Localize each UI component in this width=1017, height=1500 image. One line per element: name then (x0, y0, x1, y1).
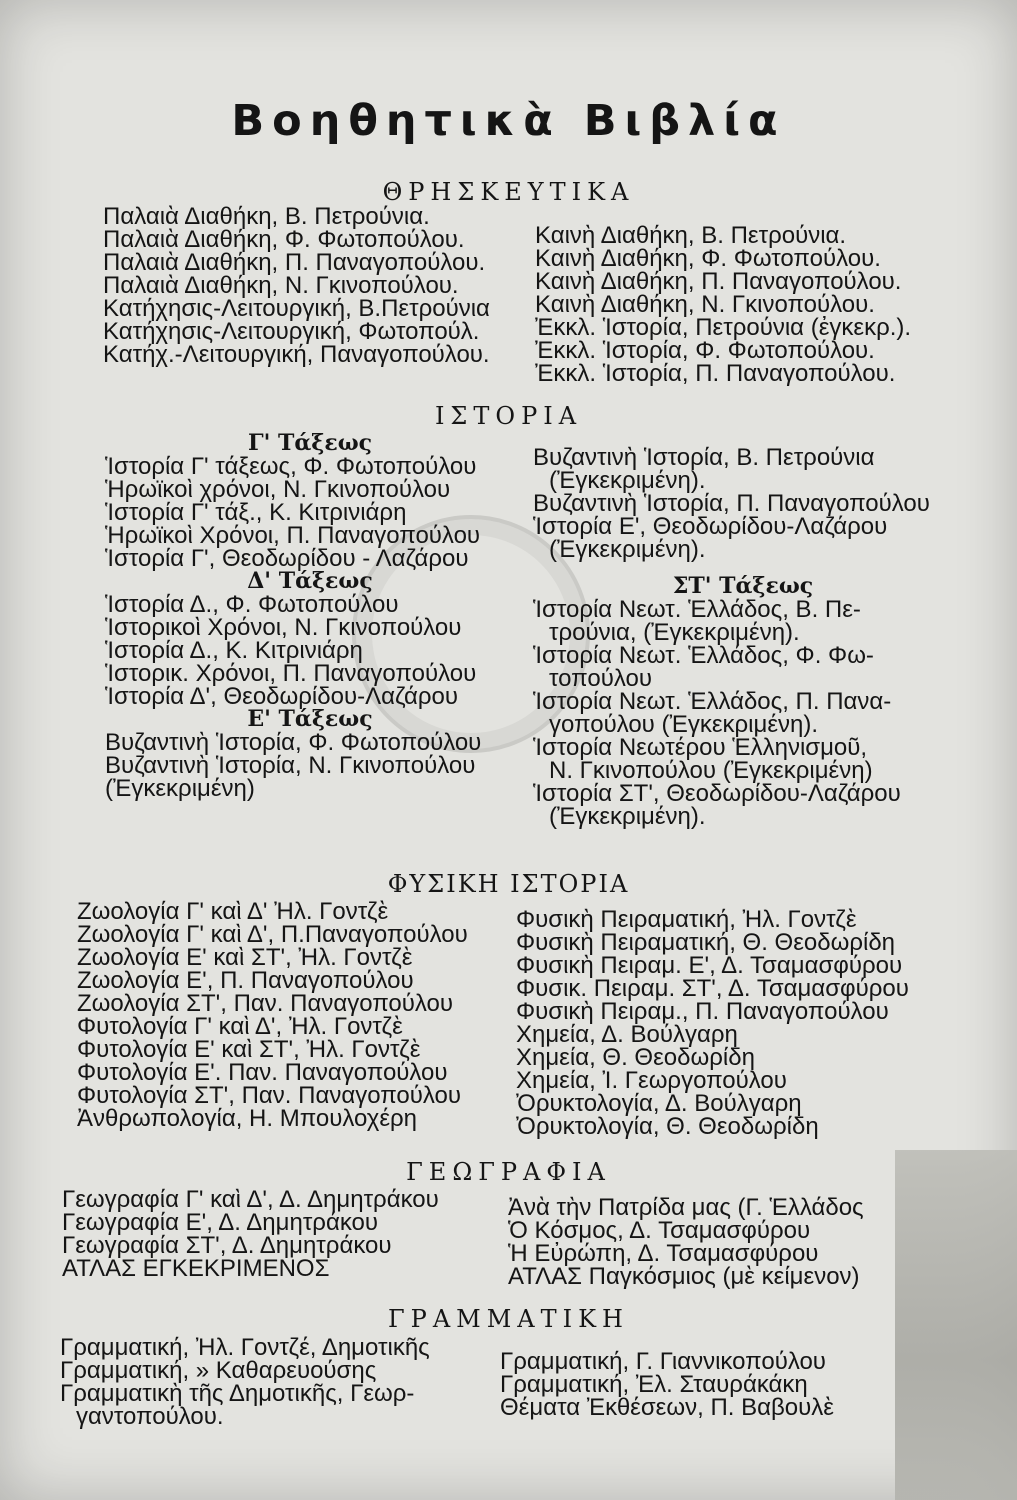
list-item: Βυζαντινὴ Ἱστορία, Φ. Φωτοπούλου (105, 729, 482, 756)
list-item: Ὀρυκτολογία, Θ. Θεοδωρίδη (516, 1113, 819, 1140)
list-item: Θέματα Ἐκθέσεων, Π. Βαβουλὲ (500, 1394, 834, 1421)
list-item: Ἀνὰ τὴν Πατρίδα μας (Γ. Ἑλλάδος (508, 1194, 864, 1221)
section-heading-history: ΙΣΤΟΡΙΑ (434, 402, 583, 430)
list-item: Ἡρωϊκοὶ χρόνοι, Ν. Γκινοπούλου (105, 476, 451, 503)
list-item: (Ἐγκεκριμένη). (549, 536, 706, 563)
list-item: Παλαιὰ Διαθήκη, Β. Πετρούνια. (103, 203, 430, 230)
list-item: Ἱστορία Νεωτέρου Ἑλληνισμοῦ, (533, 734, 868, 761)
subheading-grade-e: Ε' Τάξεως (247, 706, 373, 732)
natural-history-right-column (516, 908, 909, 1138)
list-item: Ζωολογία ΣΤ', Παν. Παναγοπούλου (77, 990, 453, 1017)
geography-right-column (508, 1196, 864, 1288)
list-item: Ἱστορικ. Χρόνοι, Π. Παναγοπούλου (105, 660, 477, 687)
list-item: Χημεία, Ἰ. Γεωργοπούλου (516, 1067, 787, 1094)
list-item: Καινὴ Διαθήκη, Π. Παναγοπούλου. (535, 268, 902, 295)
list-item: Ζωολογία Γ' καὶ Δ', Π.Παναγοπούλου (77, 921, 468, 948)
list-item: Ἐκκλ. Ἱστορία, Φ. Φωτοπούλου. (535, 337, 875, 364)
list-item: Βυζαντινὴ Ἱστορία, Π. Παναγοπούλου (533, 490, 930, 517)
list-item: Κατήχ.-Λειτουργική, Παναγοπούλου. (103, 341, 490, 368)
list-item: Ἱστορία Γ' τάξ., Κ. Κιτρινιάρη (105, 499, 407, 526)
list-item: Γεωγραφία Ε', Δ. Δημητράκου (62, 1209, 379, 1236)
list-item: Ἱστορία Ε', Θεοδωρίδου-Λαζάρου (533, 513, 888, 540)
list-item: Ἡ Εὐρώπη, Δ. Τσαμασφύρου (508, 1240, 819, 1267)
list-item: Ζωολογία Ε' καὶ ΣΤ', Ἠλ. Γοντζὲ (77, 944, 413, 971)
list-item: ΑΤΛΑΣ ΕΓΚΕΚΡΙΜΕΝΟΣ (62, 1255, 330, 1282)
list-item: Ἱστορία ΣΤ', Θεοδωρίδου-Λαζάρου (533, 780, 901, 807)
list-item: τοπούλου (549, 665, 652, 692)
section-heading-geography: ΓΕΩΓΡΑΦΙΑ (406, 1158, 611, 1186)
list-item: Φυσικὴ Πειραμ. Ε', Δ. Τσαμασφύρου (516, 952, 903, 979)
list-item: Ἱστορία Γ', Θεοδωρίδου - Λαζάρου (105, 545, 469, 572)
list-item: Γραμματική, Ἐλ. Σταυράκάκη (500, 1371, 808, 1398)
list-item: Ἱστορία Νεωτ. Ἑλλάδος, Β. Πε- (533, 596, 861, 623)
list-item: Παλαιὰ Διαθήκη, Ν. Γκινοπούλου. (103, 272, 459, 299)
list-item: Ἱστορία Γ' τάξεως, Φ. Φωτοπούλου (105, 453, 477, 480)
history-left-column (105, 432, 515, 800)
section-heading-religious: ΘΡΗΣΚΕΥΤΙΚΑ (382, 178, 635, 206)
subheading-grade-f: ΣΤ' Τάξεως (672, 573, 814, 599)
subheading-grade-d: Δ' Τάξεως (247, 568, 373, 594)
list-item: Ὁ Κόσμος, Δ. Τσαμασφύρου (508, 1217, 811, 1244)
list-item: Ἀνθρωπολογία, Η. Μπουλοχέρη (77, 1105, 418, 1132)
list-item: Φυσικ. Πειραμ. ΣΤ', Δ. Τσαμασφύρου (516, 975, 909, 1002)
list-item: τρούνια, (Ἐγκεκριμένη). (549, 619, 800, 646)
geography-left-column (62, 1188, 439, 1280)
list-item: γοπούλου (Ἐγκεκριμένη). (549, 711, 819, 738)
list-item: Ἱστορία Δ', Θεοδωρίδου-Λαζάρου (105, 683, 458, 710)
list-item: Ν. Γκινοπούλου (Ἐγκεκριμένη) (549, 757, 873, 784)
list-item: Καινὴ Διαθήκη, Φ. Φωτοπούλου. (535, 245, 881, 272)
list-item: Γραμματική, Ἠλ. Γοντζέ, Δημοτικῆς (60, 1334, 430, 1361)
grammar-left-column (60, 1336, 430, 1428)
section-heading-grammar: ΓΡΑΜΜΑΤΙΚΗ (388, 1305, 629, 1333)
list-item: Φυτολογία Ε'. Παν. Παναγοπούλου (77, 1059, 448, 1086)
list-item: Βυζαντινὴ Ἱστορία, Ν. Γκινοπούλου (105, 752, 476, 779)
list-item: Κατήχησις-Λειτουργική, Φωτοπούλ. (103, 318, 480, 345)
list-item: Καινὴ Διαθήκη, Β. Πετρούνια. (535, 222, 847, 249)
list-item: Φυτολογία ΣΤ', Παν. Παναγοπούλου (77, 1082, 462, 1109)
list-item: ΑΤΛΑΣ Παγκόσμιος (μὲ κείμενον) (508, 1263, 860, 1290)
list-item: Γεωγραφία ΣΤ', Δ. Δημητράκου (62, 1232, 392, 1259)
list-item: Ἱστορία Νεωτ. Ἑλλάδος, Π. Πανα- (533, 688, 892, 715)
page-title: Βοηθητικὰ Βιβλία (231, 96, 786, 146)
list-item: (Ἐγκεκριμένη). (549, 803, 706, 830)
list-item: Ἱστορικοὶ Χρόνοι, Ν. Γκινοπούλου (105, 614, 462, 641)
list-item: Ἡρωϊκοὶ Χρόνοι, Π. Παναγοπούλου (105, 522, 481, 549)
list-item: Ζωολογία Γ' καὶ Δ' Ἠλ. Γοντζὲ (77, 898, 389, 925)
history-right-column (533, 446, 953, 828)
list-item: Χημεία, Δ. Βούλγαρη (516, 1021, 738, 1048)
list-item: Φυτολογία Γ' καὶ Δ', Ἠλ. Γοντζὲ (77, 1013, 403, 1040)
list-item: Παλαιὰ Διαθήκη, Π. Παναγοπούλου. (103, 249, 486, 276)
list-item: Ἱστορία Νεωτ. Ἑλλάδος, Φ. Φω- (533, 642, 874, 669)
list-item: Χημεία, Θ. Θεοδωρίδη (516, 1044, 755, 1071)
list-item: Φυτολογία Ε' καὶ ΣΤ', Ἠλ. Γοντζὲ (77, 1036, 421, 1063)
list-item: (Ἐγκεκριμένη) (105, 775, 255, 802)
list-item: Γραμματική, » Καθαρευούσης (60, 1357, 377, 1384)
list-item: Φυσικὴ Πειραματική, Ἠλ. Γοντζὲ (516, 906, 857, 933)
list-item: Ἱστορία Δ., Κ. Κιτρινιάρη (105, 637, 363, 664)
grammar-right-column (500, 1350, 834, 1419)
list-item: γαντοπούλου. (76, 1403, 224, 1430)
section-heading-natural-history: ΦΥΣΙΚΗ ΙΣΤΟΡΙΑ (387, 870, 630, 898)
list-item: Καινὴ Διαθήκη, Ν. Γκινοπούλου. (535, 291, 875, 318)
list-item: Ἐκκλ. Ἱστορία, Πετρούνια (ἐγκεκρ.). (535, 314, 912, 341)
religious-right-column (535, 224, 911, 385)
list-item: Γεωγραφία Γ' καὶ Δ', Δ. Δημητράκου (62, 1186, 439, 1213)
list-item: Κατήχησις-Λειτουργική, Β.Πετρούνια (103, 295, 490, 322)
list-item: Γραμματικὴ τῆς Δημοτικῆς, Γεωρ- (60, 1380, 415, 1407)
list-item: Παλαιὰ Διαθήκη, Φ. Φωτοπούλου. (103, 226, 465, 253)
list-item: Φυσικὴ Πειραμ., Π. Παναγοπούλου (516, 998, 889, 1025)
list-item: Γραμματική, Γ. Γιαννικοπούλου (500, 1348, 826, 1375)
subheading-grade-c: Γ' Τάξεως (247, 430, 373, 456)
religious-left-column (103, 205, 490, 366)
list-item: Ἐκκλ. Ἱστορία, Π. Παναγοπούλου. (535, 360, 896, 387)
list-item: Ζωολογία Ε', Π. Παναγοπούλου (77, 967, 414, 994)
list-item: Φυσικὴ Πειραματική, Θ. Θεοδωρίδη (516, 929, 896, 956)
list-item: Ὀρυκτολογία, Δ. Βούλγαρη (516, 1090, 802, 1117)
natural-history-left-column (77, 900, 468, 1130)
list-item: Βυζαντινὴ Ἱστορία, Β. Πετρούνια (533, 444, 875, 471)
list-item: Ἱστορία Δ., Φ. Φωτοπούλου (105, 591, 399, 618)
list-item: (Ἐγκεκριμένη). (549, 467, 706, 494)
